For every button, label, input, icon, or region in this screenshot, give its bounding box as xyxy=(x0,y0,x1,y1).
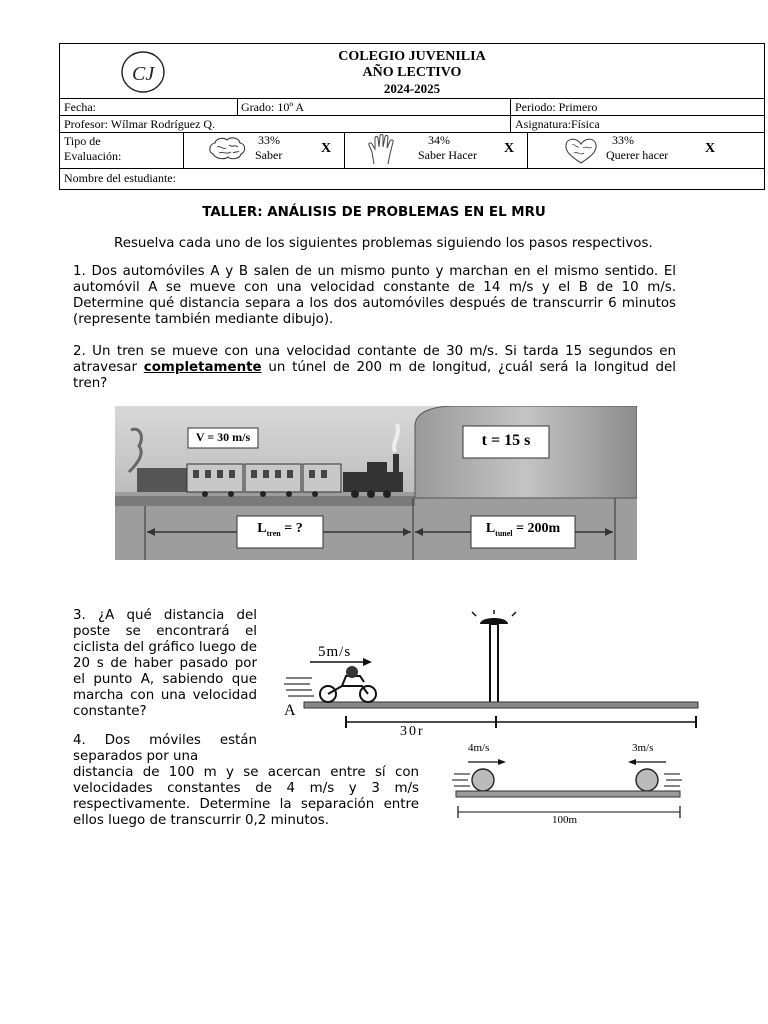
nombre-estudiante-label: Nombre del estudiante: xyxy=(64,171,176,185)
grado-label: Grado: 10º A xyxy=(241,100,305,114)
problem-3: 3. ¿A qué distancia del poste se encontrará el ciclista del gráfico luego de 20 s de haber pasado por el punto A, sabiendo que marcha con una velocidad constante? xyxy=(73,608,257,719)
eval-querer-mark: X xyxy=(705,141,716,156)
school-year: 2024-2025 xyxy=(383,81,441,96)
intro-text: Resuelva cada uno de los siguientes problemas siguiendo los pasos respectivos. xyxy=(114,236,653,251)
cyclist-speed-label: 5m/s xyxy=(318,644,352,660)
moving-balls-figure xyxy=(448,742,688,834)
problem-1: 1. Dos automóviles A y B salen de un mismo punto y marchan en el mismo sentido. El automóvil A se mueve con una velocidad constante de 14 m/s y el B de 10 m/s. Determine qué distancia separa a los dos automóviles después de transcurrir 6 minutos (represente también mediante dibujo). xyxy=(73,264,676,327)
problem-4-first: 4. Dos móviles están separados por una xyxy=(73,733,257,764)
periodo-label: Periodo: Primero xyxy=(515,100,598,114)
year-label: AÑO LECTIVO xyxy=(362,65,462,80)
balls-distance-label: 100m xyxy=(552,814,578,826)
train-tunnel-figure xyxy=(115,406,637,560)
emphasis-completamente: completamente xyxy=(143,360,262,375)
eval-querer-percent: 33% xyxy=(612,133,634,147)
cyclist-distance-label: 30r xyxy=(400,724,425,739)
right-ball-speed: 3m/s xyxy=(632,742,654,754)
eval-saber-label: Saber xyxy=(255,148,283,162)
eval-querer-label: Querer hacer xyxy=(606,148,669,162)
point-a-label: A xyxy=(284,702,296,719)
eval-saber-hacer-mark: X xyxy=(504,141,515,156)
train-velocity-label: V = 30 m/s xyxy=(195,430,251,444)
eval-saber-hacer-label: Saber Hacer xyxy=(418,148,477,162)
train-length-label: $L_{tren}$ = ? xyxy=(257,521,303,538)
profesor-label: Profesor: Wílmar Rodríguez Q. xyxy=(64,117,216,131)
brain-icon xyxy=(207,136,247,166)
tipo-evaluacion-label: Tipo de Evaluación: xyxy=(64,134,122,163)
heart-icon xyxy=(562,135,600,169)
cyclist-pole-figure xyxy=(280,606,704,740)
eval-saber-percent: 33% xyxy=(258,133,280,147)
eval-saber-mark: X xyxy=(321,141,332,156)
tunnel-time-label: t = 15 s xyxy=(481,432,531,449)
school-name: COLEGIO JUVENILIA xyxy=(338,49,486,64)
page-title: TALLER: ANÁLISIS DE PROBLEMAS EN EL MRU xyxy=(202,205,546,220)
svg-text:CJ: CJ xyxy=(132,63,155,85)
eval-saber-hacer-percent: 34% xyxy=(428,133,450,147)
header-table xyxy=(59,43,765,190)
problem-4-rest: distancia de 100 m y se acercan entre sí con velocidades constantes de 4 m/s y 3 m/s respectivamente. Determine la separación entre ellos luego de transcurrir 0,2 minutos. xyxy=(73,765,419,828)
problem-2: 2. Un tren se mueve con una velocidad contante de 30 m/s. Si tarda 15 segundos en atravesar completamente un túnel de 200 m de longitud, ¿cuál será la longitud del tren? xyxy=(73,344,676,391)
tunnel-length-label: $L_{tunel} = 200m$ xyxy=(485,521,561,538)
hand-icon xyxy=(366,134,402,170)
left-ball-speed: 4m/s xyxy=(468,742,490,754)
asignatura-label: Asignatura:Física xyxy=(515,117,600,131)
fecha-label: Fecha: xyxy=(64,100,96,114)
